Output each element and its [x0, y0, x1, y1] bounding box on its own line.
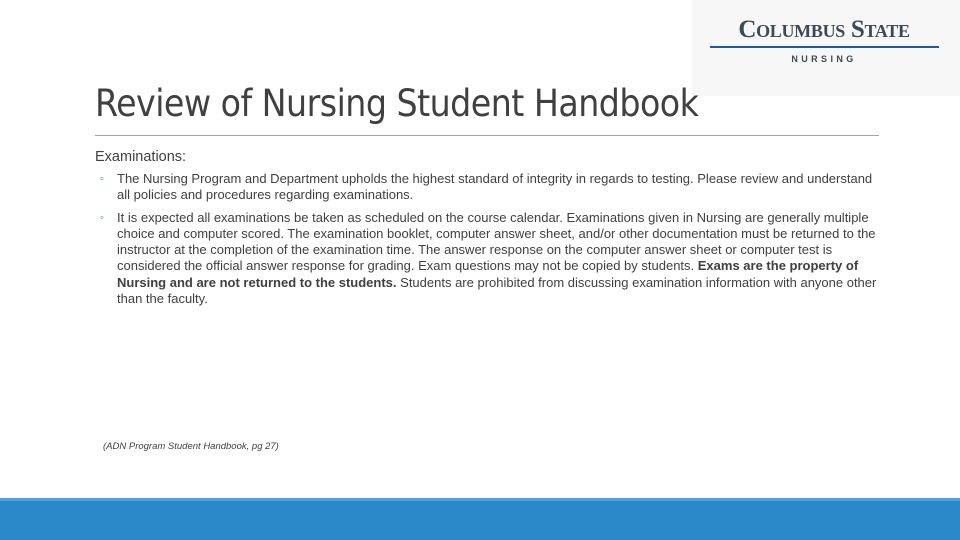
logo-subtitle: NURSING: [791, 54, 857, 64]
bullet-text: It is expected all examinations be taken as scheduled on the course calendar. Examinations given in Nursing are generally multiple choice and computer scored. The examination booklet, computer answer sheet, and/or other documentation must be returned to the instructor at the completion of the examination time. The answer response on the computer answer sheet or computer test is considered the official answer response for grading. Exam questions may not be copied by students.: [117, 209, 876, 274]
bullet-text: The Nursing Program and Department upholds the highest standard of integrity in regards to testing. Please review and understand all policies and procedures regarding examinations.: [117, 171, 873, 203]
logo-panel: [692, 0, 960, 96]
section-heading: Examinations:: [95, 149, 187, 165]
footer-band-highlight: [0, 498, 960, 501]
slide-title: Review of Nursing Student Handbook: [95, 82, 699, 125]
logo-wordmark: Columbus State: [738, 16, 910, 43]
title-divider: [95, 135, 879, 136]
footer-band: [0, 498, 960, 540]
bullet-text-emphasis: Exams are the property of Nursing and are not returned to the students.: [117, 258, 859, 290]
bullet-item: [100, 171, 878, 204]
bullet-text-continued: Students are prohibited from discussing examination information with anyone other than the faculty.: [117, 274, 877, 307]
logo-divider: [710, 46, 939, 48]
bullet-list: [100, 171, 878, 313]
bullet-item: [100, 210, 878, 308]
source-citation: (ADN Program Student Handbook, pg 27): [103, 441, 279, 452]
bullet-circle-icon: ◦: [100, 173, 104, 185]
bullet-circle-icon: ◦: [100, 211, 104, 224]
